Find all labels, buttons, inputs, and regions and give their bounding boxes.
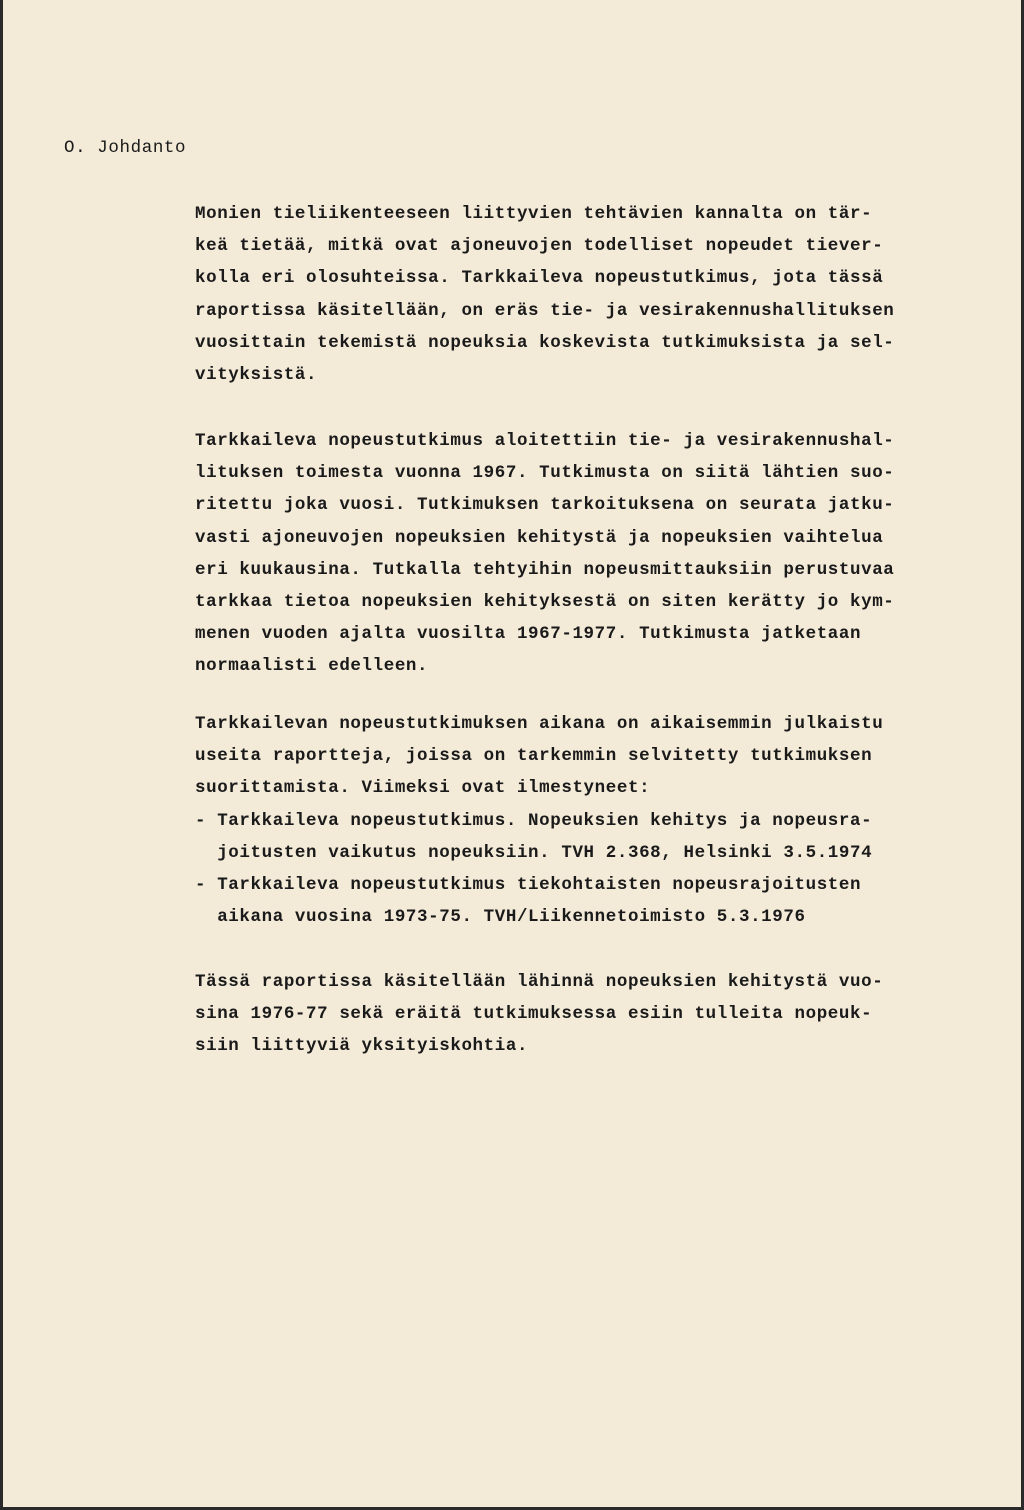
scan-border-left [0,0,3,1510]
paragraph-intro: Monien tieliikenteeseen liittyvien tehtävien kannalta on tär- keä tietää, mitkä ovat ajoneuvojen todelliset nopeudet tiever- kolla eri olosuhteissa. Tarkkaileva nopeustutkimus, jota tässä raportissa käsitellään, on eräs tie- ja vesirakennushallituksen vuosittain tekemistä nopeuksia koskevista tutkimuksista ja sel- vityksistä. [195,204,895,386]
section-heading: O. Johdanto [64,138,187,158]
paragraph-history: Tarkkaileva nopeustutkimus aloitettiin tie- ja vesirakennushal- lituksen toimesta vuonna 1967. Tutkimusta on siitä lähtien suo- ritettu joka vuosi. Tutkimuksen tarkoituksena on seurata jatku- vasti ajoneuvojen nopeuksien kehitystä ja nopeuksien vaihtelua eri kuukausina. Tutkalla tehtyihin nopeusmittauksiin perustuvaa tarkkaa tietoa nopeuksien kehityksestä on siten kerätty jo kym- menen vuoden ajalta vuosilta 1967-1977. Tutkimusta jatketaan normaalisti edelleen. [195,431,895,677]
paragraph-references: Tarkkailevan nopeustutkimuksen aikana on aikaisemmin julkaistu useita raportteja, joissa on tarkemmin selvitetty tutkimuksen suorittamista. Viimeksi ovat ilmestyneet: - Tarkkaileva nopeustutkimus. Nopeuksien kehitys ja nopeusra- joitusten vaikutus nopeuksiin. TVH 2.368, Helsinki 3.5.1974 - Tarkkaileva nopeustutkimus tiekohtaisten nopeusrajoitusten aikana vuosina 1973-75. TVH/Liikennetoimisto 5.3.1976 [195,714,884,928]
paragraph-scope: Tässä raportissa käsitellään lähinnä nopeuksien kehitystä vuo- sina 1976-77 sekä eräitä tutkimuksessa esiin tulleita nopeuk- siin liittyviä yksityiskohtia. [195,972,884,1057]
